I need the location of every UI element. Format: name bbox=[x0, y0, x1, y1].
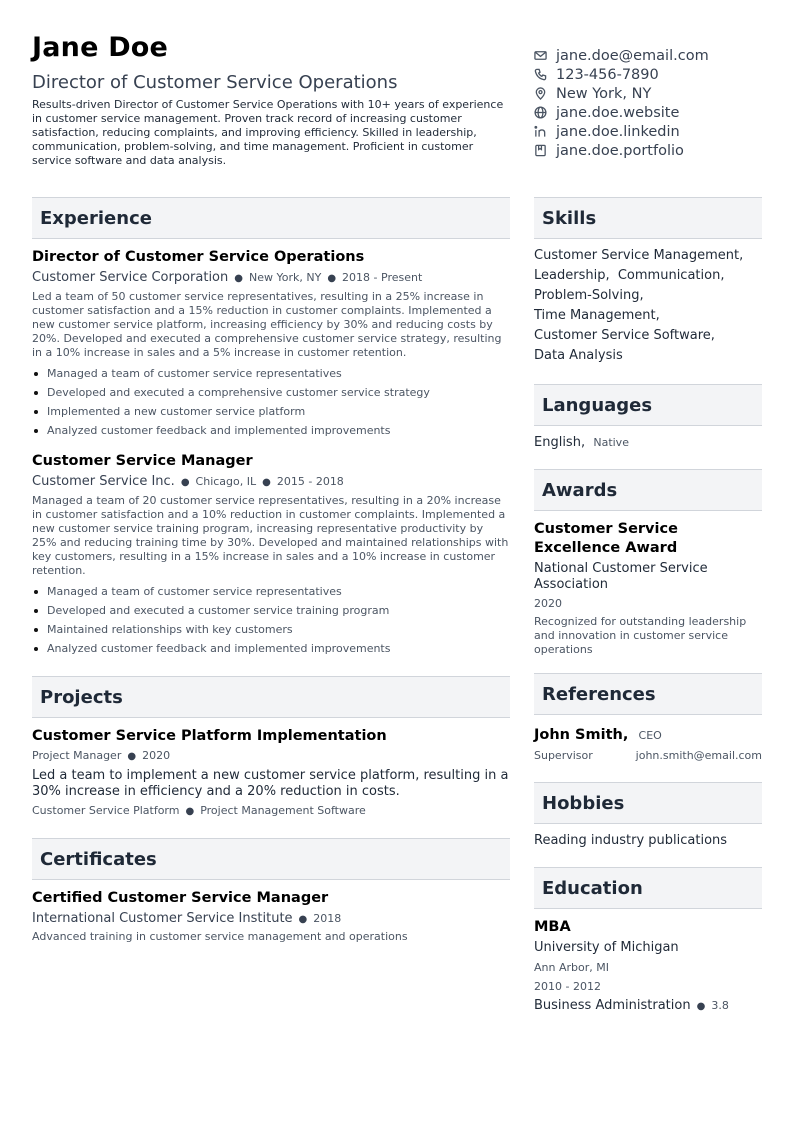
separator-dot: ● bbox=[234, 273, 243, 284]
website-text: jane.doe.website bbox=[556, 104, 680, 121]
education-heading: Education bbox=[534, 867, 762, 909]
skill-item: Customer Service Software, bbox=[534, 328, 715, 343]
certificates-heading: Certificates bbox=[32, 838, 510, 880]
hobbies-heading: Hobbies bbox=[534, 782, 762, 824]
experience-location: New York, NY bbox=[249, 271, 322, 284]
award-description: Recognized for outstanding leadership and innovation in customer service operations bbox=[534, 615, 747, 656]
reference-relation: Supervisor bbox=[534, 749, 593, 762]
language-name: English, bbox=[534, 435, 586, 450]
reference-name: John Smith, bbox=[534, 727, 629, 743]
experience-item bbox=[32, 248, 510, 440]
globe-icon bbox=[534, 106, 547, 119]
summary: Results-driven Director of Customer Service Operations with 10+ years of experience in customer service management. Proven track record of increasing customer satisfaction, reducing complaints, and improving efficiency. Skilled in leadership, communication, problem-solving, and time management. Proficient in customer service software and data analysis. bbox=[32, 98, 504, 167]
projects-heading: Projects bbox=[32, 676, 510, 718]
education-gpa: 3.8 bbox=[711, 999, 729, 1012]
bookmark-icon bbox=[534, 144, 547, 157]
email-text: jane.doe@email.com bbox=[556, 47, 709, 64]
project-name: Customer Service Platform Implementation bbox=[32, 728, 387, 744]
separator-dot: ● bbox=[127, 751, 137, 762]
list-item: Maintained relationships with key customers bbox=[32, 620, 510, 639]
list-item: Analyzed customer feedback and implemented improvements bbox=[32, 421, 510, 440]
language-level: Native bbox=[593, 436, 629, 449]
left-column bbox=[32, 197, 510, 944]
experience-location: Chicago, IL bbox=[195, 475, 257, 488]
education-item bbox=[534, 918, 762, 1017]
separator-dot: ● bbox=[327, 273, 337, 284]
linkedin-text: jane.doe.linkedin bbox=[556, 123, 680, 140]
language-item bbox=[534, 433, 762, 453]
candidate-title: Director of Customer Service Operations bbox=[32, 72, 398, 93]
separator-dot: ● bbox=[696, 1001, 706, 1012]
experience-heading: Experience bbox=[32, 197, 510, 239]
contact-portfolio[interactable] bbox=[534, 141, 764, 160]
list-item: Analyzed customer feedback and implemented improvements bbox=[32, 639, 510, 658]
reference-position: CEO bbox=[638, 729, 662, 742]
separator-dot: ● bbox=[185, 806, 195, 817]
certificate-issuer: International Customer Service Institute bbox=[32, 911, 293, 926]
experience-bullets bbox=[32, 364, 510, 440]
experience-dates: 2015 - 2018 bbox=[276, 475, 344, 488]
phone-icon bbox=[534, 68, 547, 81]
experience-role: Director of Customer Service Operations bbox=[32, 249, 365, 265]
skill-item: Time Management, bbox=[534, 308, 660, 323]
project-description: Led a team to implement a new customer service platform, resulting in a 30% increase in efficiency and a 20% reduction in costs. bbox=[32, 768, 509, 799]
list-item: Developed and executed a comprehensive customer service strategy bbox=[32, 383, 510, 402]
project-item bbox=[32, 727, 510, 821]
project-keyword: Customer Service Platform bbox=[32, 804, 180, 817]
skill-item: Problem-Solving, bbox=[534, 288, 644, 303]
education-dates: 2010 - 2012 bbox=[534, 980, 601, 993]
resume-header bbox=[32, 30, 762, 180]
skill-item: Communication, bbox=[617, 268, 725, 283]
list-item: Managed a team of customer service representatives bbox=[32, 364, 510, 383]
experience-role: Customer Service Manager bbox=[32, 453, 253, 469]
award-org: National Customer Service Association bbox=[534, 561, 708, 592]
skills-list bbox=[534, 246, 762, 366]
location-text: New York, NY bbox=[556, 85, 652, 102]
map-pin-icon bbox=[534, 87, 547, 100]
separator-dot: ● bbox=[298, 914, 308, 925]
reference-name-row bbox=[534, 724, 762, 746]
experience-description: Led a team of 50 customer service representatives, resulting in a 25% increase in customer satisfaction and a 15% reduction in customer complaints. Implemented a new customer service platform, increasing efficiency by 30% and reducing costs by 20%. Developed and executed a comprehensive customer service strategy, resulting in a 10% increase in sales and a 5% increase in customer retention. bbox=[32, 290, 502, 359]
project-meta bbox=[32, 747, 510, 766]
experience-bullets bbox=[32, 582, 510, 658]
contact-list bbox=[534, 46, 764, 160]
experience-description: Managed a team of 20 customer service representatives, resulting in a 20% increase in customer satisfaction and a 10% reduction in customer complaints. Implemented a new customer service training program, increasing representative productivity by 25% and reducing training time by 30%. Developed and maintained relationships with key customers, resulting in a 15% increase in sales and a 10% increase in customer retention. bbox=[32, 494, 509, 577]
candidate-name: Jane Doe bbox=[32, 32, 169, 63]
awards-heading: Awards bbox=[534, 469, 762, 511]
education-field-row bbox=[534, 996, 762, 1017]
contact-website[interactable] bbox=[534, 103, 764, 122]
hobby-item: Reading industry publications bbox=[534, 833, 728, 848]
list-item: Developed and executed a customer service training program bbox=[32, 601, 510, 620]
contact-email[interactable] bbox=[534, 46, 764, 65]
contact-location bbox=[534, 84, 764, 103]
certificate-year: 2018 bbox=[313, 912, 342, 925]
project-keyword: Project Management Software bbox=[200, 804, 366, 817]
education-field: Business Administration bbox=[534, 998, 691, 1013]
experience-company: Customer Service Inc. bbox=[32, 474, 175, 489]
contact-linkedin[interactable] bbox=[534, 122, 764, 141]
mail-icon bbox=[534, 49, 547, 62]
right-column bbox=[534, 197, 762, 1017]
languages-heading: Languages bbox=[534, 384, 762, 426]
project-role: Project Manager bbox=[32, 749, 122, 762]
reference-item bbox=[534, 724, 762, 766]
skill-item: Leadership, bbox=[534, 268, 610, 283]
skills-heading: Skills bbox=[534, 197, 762, 239]
experience-meta bbox=[32, 473, 510, 492]
list-item: Implemented a new customer service platform bbox=[32, 402, 510, 421]
separator-dot: ● bbox=[180, 477, 190, 488]
award-title: Customer Service Excellence Award bbox=[534, 521, 678, 556]
contact-phone[interactable] bbox=[534, 65, 764, 84]
linkedin-icon bbox=[534, 125, 547, 138]
skill-item: Customer Service Management, bbox=[534, 248, 744, 263]
project-year: 2020 bbox=[142, 749, 171, 762]
skill-item: Data Analysis bbox=[534, 348, 623, 363]
experience-item bbox=[32, 452, 510, 658]
list-item: Managed a team of customer service representatives bbox=[32, 582, 510, 601]
reference-details bbox=[534, 746, 762, 766]
certificate-name: Certified Customer Service Manager bbox=[32, 890, 329, 906]
experience-meta bbox=[32, 269, 510, 288]
certificate-meta bbox=[32, 910, 510, 929]
experience-dates: 2018 - Present bbox=[342, 271, 423, 284]
phone-text: 123-456-7890 bbox=[556, 66, 659, 83]
portfolio-text: jane.doe.portfolio bbox=[556, 142, 684, 159]
skill-row bbox=[534, 266, 762, 286]
project-keywords bbox=[32, 802, 510, 821]
education-location: Ann Arbor, MI bbox=[534, 961, 609, 974]
education-school: University of Michigan bbox=[534, 940, 679, 955]
award-year: 2020 bbox=[534, 597, 562, 610]
education-degree: MBA bbox=[534, 919, 571, 935]
references-heading: References bbox=[534, 673, 762, 715]
award-item bbox=[534, 520, 762, 657]
reference-email[interactable]: john.smith@email.com bbox=[635, 749, 762, 762]
certificate-description: Advanced training in customer service management and operations bbox=[32, 930, 408, 943]
certificate-item bbox=[32, 889, 510, 944]
experience-company: Customer Service Corporation bbox=[32, 270, 229, 285]
separator-dot: ● bbox=[262, 477, 271, 488]
